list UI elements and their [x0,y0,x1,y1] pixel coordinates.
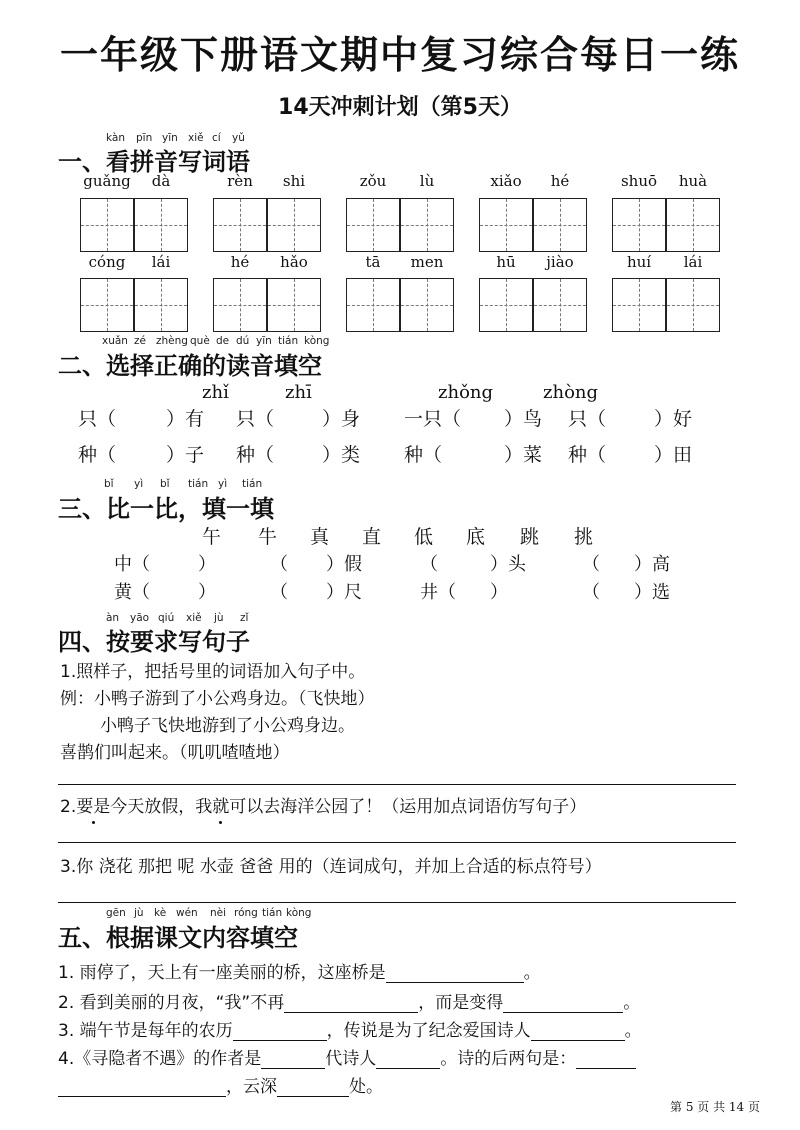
q4-1-example-answer: 小鸭子飞快地游到了小公鸡身边。 [100,716,355,736]
reading-zhi3: zhǐ [202,382,229,403]
pinyin-label: hū [496,253,516,271]
blank-q5-3a[interactable] [233,1022,327,1041]
reading-fill-item: 一只（ [404,408,462,430]
reading-fill-item: ）子 [166,444,205,466]
reading-fill-item: 种（ [404,444,443,466]
writing-box[interactable] [533,198,587,252]
compare-fill-item: ）选 [634,582,670,603]
compare-fill-item: 黄（ [114,582,150,603]
pinyin-label: lái [151,253,171,271]
compare-fill-item: （ [270,554,288,575]
answer-line-3[interactable] [58,902,736,903]
compare-char: 牛 [258,526,278,548]
pinyin-label: hǎo [280,253,308,271]
section-1-heading: 一、看拼音写词语 [58,148,250,176]
q4-2-instruction: 2.要是今天放假，我就可以去海洋公园了！（运用加点词语仿写句子） [60,792,586,817]
page-subtitle: 14天冲刺计划（第5天） [278,95,522,120]
pinyin-label: xiǎo [490,172,522,190]
pinyin-label: shuō [620,172,658,190]
blank-q5-2b[interactable] [503,994,623,1013]
writing-box[interactable] [612,278,666,332]
writing-box[interactable] [267,278,321,332]
blank-q5-4a[interactable] [261,1050,325,1069]
pinyin-label: huí [626,253,652,271]
reading-fill-item: 种（ [568,444,607,466]
compare-fill-item: 中（ [114,554,150,575]
pinyin-label: shi [282,172,306,190]
compare-fill-item: 井（ [420,582,456,603]
blank-q5-4b[interactable] [376,1050,440,1069]
writing-box[interactable] [346,198,400,252]
pinyin-label: guǎng [83,172,131,190]
pinyin-label: rèn [227,172,253,190]
writing-box[interactable] [80,278,134,332]
reading-fill-item: ）好 [654,408,693,430]
writing-box[interactable] [213,198,267,252]
compare-fill-item: ） [490,582,508,603]
reading-fill-item: ）有 [166,408,205,430]
q5-2: 2. 看到美丽的月夜，“我”不再 ，而是变得 。 [58,993,641,1013]
blank-q5-4c[interactable] [576,1050,636,1069]
reading-fill-item: 只（ [236,408,275,430]
compare-fill-item: ）头 [490,554,526,575]
reading-fill-item: ）类 [322,444,361,466]
reading-fill-item: 只（ [78,408,117,430]
reading-fill-item: 种（ [236,444,275,466]
reading-zhi1: zhī [285,382,312,403]
q5-4-cont: ，云深 处。 [58,1072,383,1097]
compare-fill-item: （ [582,582,600,603]
pinyin-label: tā [365,253,381,271]
reading-fill-item: 只（ [568,408,607,430]
q5-3: 3. 端午节是每年的农历 ，传说是为了纪念爱国诗人 。 [58,1021,642,1041]
pinyin-label: huà [678,172,708,190]
writing-box[interactable] [533,278,587,332]
blank-q5-4d[interactable] [58,1078,226,1097]
section-5-heading: 五、根据课文内容填空 [58,924,298,952]
compare-fill-item: ） [198,582,216,603]
writing-box[interactable] [612,198,666,252]
pinyin-label: men [410,253,444,271]
writing-box[interactable] [400,278,454,332]
reading-zhong3: zhǒng [438,382,494,403]
reading-fill-item: 种（ [78,444,117,466]
writing-box[interactable] [267,198,321,252]
writing-box[interactable] [479,198,533,252]
blank-q5-1[interactable] [386,964,524,983]
pinyin-label: dà [151,172,171,190]
pinyin-label: lái [683,253,703,271]
writing-box[interactable] [666,198,720,252]
compare-fill-item: ） [198,554,216,575]
reading-fill-item: ）田 [654,444,693,466]
compare-char: 直 [362,526,382,548]
compare-char: 低 [414,526,434,548]
q4-3-instruction: 3.你 浇花 那把 呢 水壶 爸爸 用的（连词成句，并加上合适的标点符号） [60,857,602,877]
writing-box[interactable] [134,278,188,332]
writing-box[interactable] [479,278,533,332]
pinyin-label: zǒu [359,172,387,190]
reading-fill-item: ）鸟 [504,408,543,430]
page-number: 第 5 页 共 14 页 [670,1100,760,1114]
q5-4: 4.《寻隐者不遇》的作者是 代诗人 。诗的后两句是： [58,1044,636,1069]
reading-fill-item: ）身 [322,408,361,430]
answer-line-1[interactable] [58,784,736,785]
compare-fill-item: （ [420,554,438,575]
pinyin-label: cóng [88,253,126,271]
pinyin-label: hé [550,172,570,190]
compare-char: 午 [202,526,222,548]
reading-fill-item: ）菜 [504,444,543,466]
section-4-heading: 四、按要求写句子 [58,628,250,656]
q4-1-example: 例：小鸭子游到了小公鸡身边。（飞快地） [60,689,375,709]
q5-1: 1. 雨停了，天上有一座美丽的桥，这座桥是 。 [58,963,541,983]
blank-q5-4e[interactable] [277,1078,349,1097]
compare-char: 挑 [574,526,594,548]
blank-q5-3b[interactable] [531,1022,625,1041]
writing-box[interactable] [666,278,720,332]
writing-box[interactable] [134,198,188,252]
compare-char: 底 [466,526,486,548]
section-3-heading: 三、比一比，填一填 [58,495,274,523]
pinyin-label: hé [230,253,250,271]
q4-1-task: 喜鹊们叫起来。（叽叽喳喳地） [60,743,290,763]
pinyin-label: lù [419,172,435,190]
answer-line-2[interactable] [58,842,736,843]
compare-fill-item: ）假 [326,554,362,575]
compare-char: 跳 [520,526,540,548]
pinyin-label: jiào [546,253,574,271]
compare-fill-item: ）高 [634,554,670,575]
writing-box[interactable] [400,198,454,252]
compare-char: 真 [310,526,330,548]
blank-q5-2a[interactable] [284,994,418,1013]
compare-fill-item: （ [270,582,288,603]
compare-fill-item: ）尺 [326,582,362,603]
writing-box[interactable] [213,278,267,332]
page-title: 一年级下册语文期中复习综合每日一练 [59,33,740,77]
compare-fill-item: （ [582,554,600,575]
writing-box[interactable] [346,278,400,332]
q4-1-instruction: 1.照样子，把括号里的词语加入句子中。 [60,662,366,682]
writing-box[interactable] [80,198,134,252]
section-2-heading: 二、选择正确的读音填空 [58,352,322,380]
reading-zhong4: zhòng [543,382,599,403]
